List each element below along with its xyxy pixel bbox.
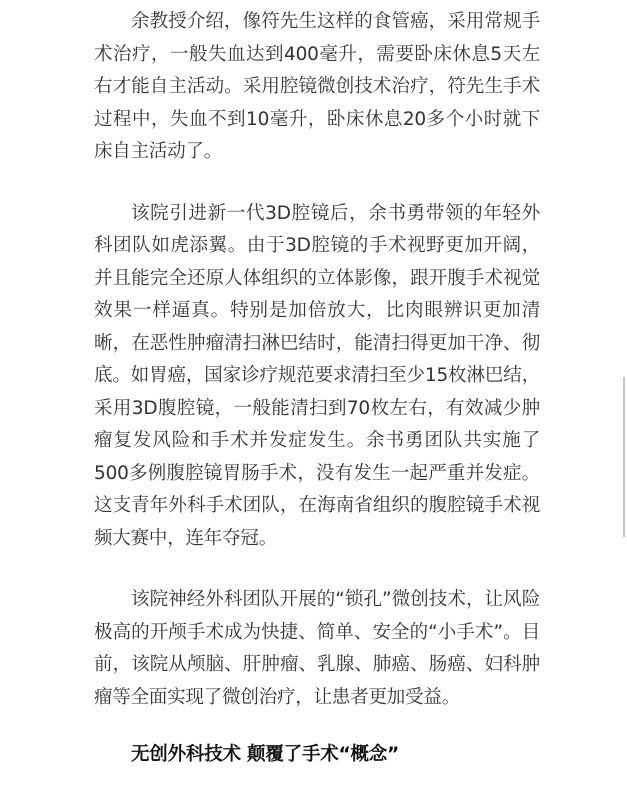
paragraph-keyhole-technique: 该院神经外科团队开展的“锁孔”微创技术，让风险极高的开颅手术成为快捷、简单、安全的“小手术”。目前，该院从颅脑、肝肿瘤、乳腺、肺癌、肠癌、妇科肿瘤等全面实现了微创治疗，让患者更加受益。 xyxy=(94,589,540,708)
article-body xyxy=(94,6,540,772)
scrollbar[interactable] xyxy=(623,377,625,537)
section-heading: 无创外科技术 颠覆了手术“概念” xyxy=(131,744,400,765)
paragraph-surgery-comparison: 余教授介绍，像符先生这样的食管癌，采用常规手术治疗，一般失血达到400毫升，需要卧床休息5天左右才能自主活动。采用腔镜微创技术治疗，符先生手术过程中，失血不到10毫升，卧床休息20多个小时就下床自主活动了。 xyxy=(94,11,540,162)
paragraph-3d-laparoscope: 该院引进新一代3D腔镜后，余书勇带领的年轻外科团队如虎添翼。由于3D腔镜的手术视野更加开阔，并且能完全还原人体组织的立体影像，跟开腹手术视觉效果一样逼真。特别是加倍放大，比肉眼辨识更加清晰，在恶性肿瘤清扫淋巴结时，能清扫得更加干净、彻底。如胃癌，国家诊疗规范要求清扫至少15枚淋巴结，采用3D腹腔镜，一般能清扫到70枚左右，有效减少肿瘤复发风险和手术并发症发生。余书勇团队共实施了500多例腹腔镜胃肠手术，没有发生一起严重并发症。这支青年外科手术团队，在海南省组织的腹腔镜手术视频大赛中，连年夺冠。 xyxy=(94,202,540,549)
